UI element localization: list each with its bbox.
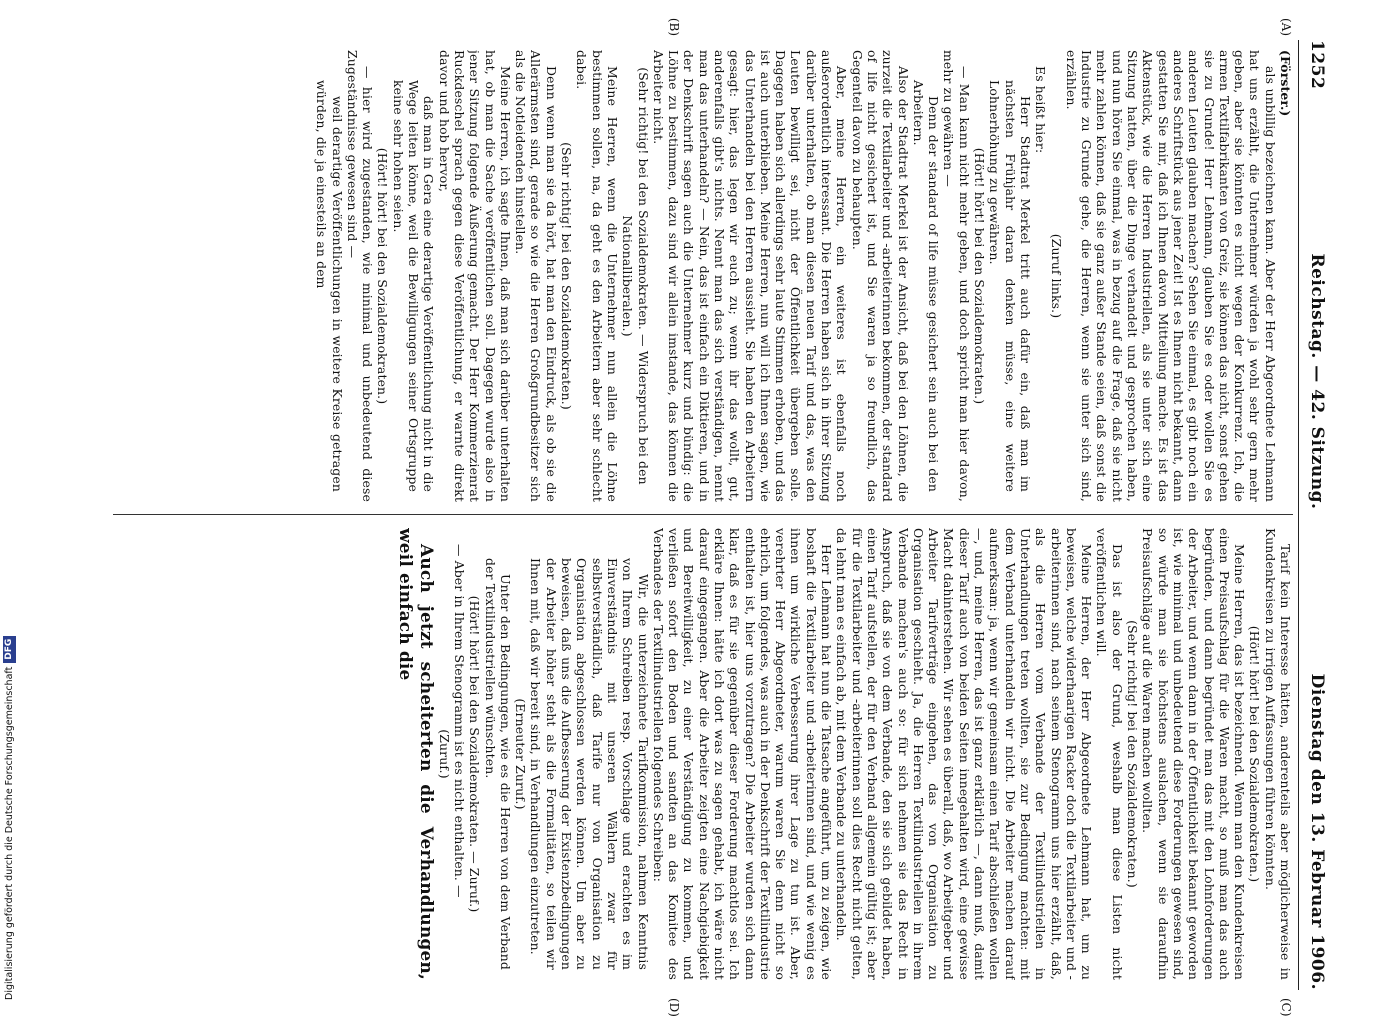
page-number: 1252	[1307, 40, 1327, 90]
paragraph: (Zuruf links.)	[1048, 233, 1064, 319]
session-date: Dienstag den 13. Februar 1906.	[1307, 673, 1327, 990]
paragraph: (Hört! hört! bei den Sozialdemokraten.)	[375, 147, 391, 405]
column-divider	[113, 514, 1293, 515]
paragraph: — Man kann nicht mehr geben, und doch spricht man hier davon, mehr zu gewähren —	[941, 50, 972, 502]
paragraph: Meine Herren, ich sagte Ihnen, daß man sich darüber unterhalten hat, ob man die Sache veröffentlichen soll. Dagegen wurde also in jener Sitzung folgende Äußerung gemacht. Der Herr Kommerzienrat Ruckdeschel sprach gegen diese Veröffentlichung, er warnte direkt davor und hob hervor,	[436, 50, 513, 502]
paragraph: Das ist also der Grund, weshalb man diese Listen nicht veröffentlichen will.	[1094, 528, 1125, 980]
digitization-credit	[0, 580, 18, 1000]
page-title: Reichstag. — 42. Sitzung.	[1307, 253, 1327, 510]
paragraph: (Hört! hört! bei den Sozialdemokraten.)	[1247, 625, 1263, 883]
paragraph: Aber, meine Herren, ein weiteres ist ebenfalls noch außerordentlich interessant. Die Herren haben sich in ihrer Sitzung darüber unterhalten, ob man diesen neuen Tarif und das, was den Leuten bewilligt sei, nicht der Öffentlichkeit übergeben solle. Dagegen haben sich allerdings sehr laute Stimmen erhoben, und das ist auch unterblieben. Meine Herren, nun will ich Ihnen sagen, wie das Unterhandeln bei den Herren aussieht. Sie haben den Arbeitern gesagt: hier, das legen wir euch zu; wenn ihr das wollt, gut, anderenfalls gibt's nichts. Nennt man das sich verständigen, nennt man das unterhandeln? — Nein, das ist einfach ein Diktieren, und in der Denkschrift sagen auch die Unternehmer kurz und bündig: die Löhne zu bestimmen, dazu sind wir allein imstande, das können die Arbeiter nicht.	[650, 50, 850, 502]
paragraph: (Förster.)	[1278, 50, 1293, 117]
paragraph: Also der Stadtrat Merkel ist der Ansicht, daß bei den Löhnen, die zurzeit die Textilarbeiter und -arbeiterinnen bekommen, der standard of life nicht gesichert ist, und Sie waren ja so freundlich, das Gegenteil davon zu behaupten.	[849, 50, 911, 502]
paragraph: Unter den Bedingungen, wie es die Herren von dem Verband der Textilindustriellen wünschten.	[482, 558, 513, 970]
paragraph: Denn wenn man sie da hört, hat man den Eindruck, als ob sie die Allerärmsten sind, gerade so wie die Herren Großgrundbesitzer sich als die Notleidenden hinstellen.	[513, 50, 559, 502]
paragraph: (Hört! hört! bei den Sozialdemokraten.)	[972, 147, 988, 405]
paragraph: (Zuruf.)	[436, 729, 452, 779]
page-header	[1301, 40, 1333, 990]
header-rule	[1298, 40, 1299, 990]
credit-sidebar	[0, 0, 18, 1000]
paragraph: Tarif kein Interesse hätten, anderenteils aber möglicherweise in Kundenkreisen zu irrigen Auffassungen führen könnten.	[1262, 528, 1293, 980]
paragraph: daß man in Gera eine derartige Veröffentlichung nicht in die Wege leiten könne, weil die Bewilligungen seiner Ortsgruppe keine sehr hohen seien.	[390, 80, 437, 492]
paragraph: — Aber in Ihrem Stenogramm ist es nicht enthalten. —	[451, 544, 467, 898]
paragraph: Herr Stadtrat Merkel tritt auch dafür ein, daß man im nächsten Frühjahr daran denken müsse, eine weitere Lohnerhöhung zu gewähren.	[987, 80, 1033, 492]
paragraph: Herr Lehmann hat nun die Tatsache angeführt, um zu zeigen, wie boshaft die Textilarbeiter und -arbeiterinnen sind, und wie wenig es ihnen um wirkliche Verbesserung ihrer Lage zu tun ist. Aber, verehrter Herr Abgeordneter, warum waren Sie denn nicht so ehrlich, um folgendes, was auch in der Denkschrift der Textilindustrie enthalten ist, hier uns vorzutragen? Die Arbeiter wurden sich dann klar, daß es für sie gegenüber dieser Forderung machtlos sei. Ich erkläre Ihnen: hätte ich dort was zu sagen gehabt, ich wäre nicht darauf eingegangen. Aber die Arbeiter zeigten eine Nachgiebigkeit und Bereitwilligkeit, zu einer Verständigung zu kommen, und verließen sofort den Boden und sandten an das Komitee des Verbandes der Textilindustriellen folgendes Schreiben:	[650, 528, 835, 980]
paragraph: Meine Herren, wenn die Unternehmer nun allein die Löhne bestimmen sollen, na, da geht es den Arbeitern aber sehr schlecht dabei.	[574, 50, 620, 502]
margin-marker-d: (D)	[667, 998, 681, 1017]
left-column	[113, 50, 1293, 502]
paragraph: (Hört! hört! bei den Sozialdemokraten. — Zuruf.)	[467, 595, 483, 913]
margin-marker-b: (B)	[667, 17, 681, 36]
document-page	[33, 17, 1333, 1017]
paragraph: Meine Herren, das ist bezeichnend. Wenn man den Kundenkreisen einen Preisaufschlag für die Waren macht, so muß man das auch begründen, und dann begründet man das mit den Lohnforderungen der Arbeiter, und wenn dann in der Öffentlichkeit bekannt geworden ist, wie minimal und unbedeutend diese Forderungen gewesen sind, so würde man sie höchstens auslachen, wenn sie daraufhin Preisaufschläge auf die Waren machen wollten.	[1140, 528, 1248, 980]
paragraph: als unbillig bezeichnen kann. Aber der Herr Abgeordnete Lehmann hat uns erzählt, die Unternehmer würden ja wohl sehr gern mehr geben, aber sie könnten es nicht wegen der Konkurrenz. Ich, die armen Textilfabrikanten von Greiz, sie können das nicht, sonst gehen sie zu Grunde! Herr Lehmann, glauben Sie es oder wollen Sie es anderen Leuten glauben machen? Sehen Sie einmal, es gibt noch ein anderes Schriftstück aus jener Zeit! Ist es Ihnen nicht bekannt, dann gestatten Sie mir, daß ich Ihnen davon Mitteilung mache. Es ist das Aktenstück, wie die Herren Industriellen, als sie unter sich eine Sitzung hatten, über die Dinge verhandelt und gesprochen haben, und nun hören Sie einmal, was in bezug auf die Frage, daß sie nicht mehr zahlen können, daß sie ganz außer Stande seien, daß sonst die Industrie zu Grunde gehe, die Herren, wenn sie unter sich sind, erzählen.	[1063, 50, 1278, 502]
paragraph: (Sehr richtig! bei den Sozialdemokraten.)	[559, 142, 575, 410]
paragraph: weil derartige Veröffentlichungen in weitere Kreise getragen würden, die ja einesteils an dem	[314, 80, 345, 492]
paragraph: Denn der standard of life müsse gesichert sein auch bei den Arbeitern.	[910, 80, 942, 492]
paragraph: (Erneuter Zuruf.)	[513, 698, 529, 810]
dfg-logo: DFG	[3, 636, 16, 663]
paragraph: Es heißt hier:	[1033, 66, 1049, 154]
paragraph: Auch jetzt scheiterten die Verhandlungen, weil einfach die	[395, 528, 437, 980]
margin-marker-a: (A)	[1279, 17, 1293, 36]
paragraph: (Sehr richtig! bei den Sozialdemokraten. — Widerspruch bei den Nationalliberalen.)	[620, 67, 651, 485]
paragraph: — hier wird zugestanden, wie minimal und unbedeutend diese Zugeständnisse gewesen sind —	[344, 50, 376, 502]
paragraph: Meine Herren, der Herr Abgeordnete Lehmann hat, um zu beweisen, welche widerhaarigen Racker doch die Textilarbeiter und -arbeiterinnen sind, nach seinem Stenogramm uns hier erzählt, daß, als die Herren vom Verbande der Textilindustriellen in Unterhandlungen treten wollten, sie zur Bedingung machten: mit dem Verband unterhandeln wir nicht. Die Arbeiter machen darauf aufmerksam: ja, wenn wir gemeinsam einen Tarif abschließen wollen —, und, meine Herren, das ist ganz erklärlich —, dann muß, damit dieser Tarif auch von beiden Seiten innegehalten wird, eine gewisse Macht dahinterstehen. Wir sehen es überall, daß, wo Arbeitgeber und Arbeiter Tarifverträge eingehen, das von Organisation zu Organisation geschieht. Ja, die Herren Textilindustriellen in ihrem Verbande machen's auch so: für sich nehmen sie das Recht in Anspruch, daß sie von dem Verbande, den sie sich gebildet haben, einen Tarif aufstellen, der für den Verband allgemein gültig ist; aber für die Textilarbeiter und -arbeiterinnen soll dies Recht nicht gelten, da lehnt man es einfach ab, mit dem Verbande zu unterhandeln.	[834, 528, 1095, 980]
paragraph: (Sehr richtig! bei den Sozialdemokraten.)	[1125, 620, 1141, 888]
margin-marker-c: (C)	[1279, 998, 1293, 1017]
credit-text: Digitalisierung gefördert durch die Deutsche Forschungsgemeinschaft	[3, 666, 15, 1000]
right-column	[113, 528, 1293, 980]
paragraph: Wir, die unterzeichnete Tarifkommission, nahmen Kenntnis von Ihrem Schreiben resp. Vorschlage und erachten es im Einverständnis mit unseren Wählern zwar für selbstverständlich, daß Tarife nur von Organisation zu Organisation abgeschlossen werden können. Um aber zu beweisen, daß uns die Aufbesserung der Existenzbedingungen der Arbeiter höher steht als die Formalitäten, so teilen wir Ihnen mit, daß wir bereit sind, in Verhandlungen einzutreten.	[528, 558, 651, 970]
